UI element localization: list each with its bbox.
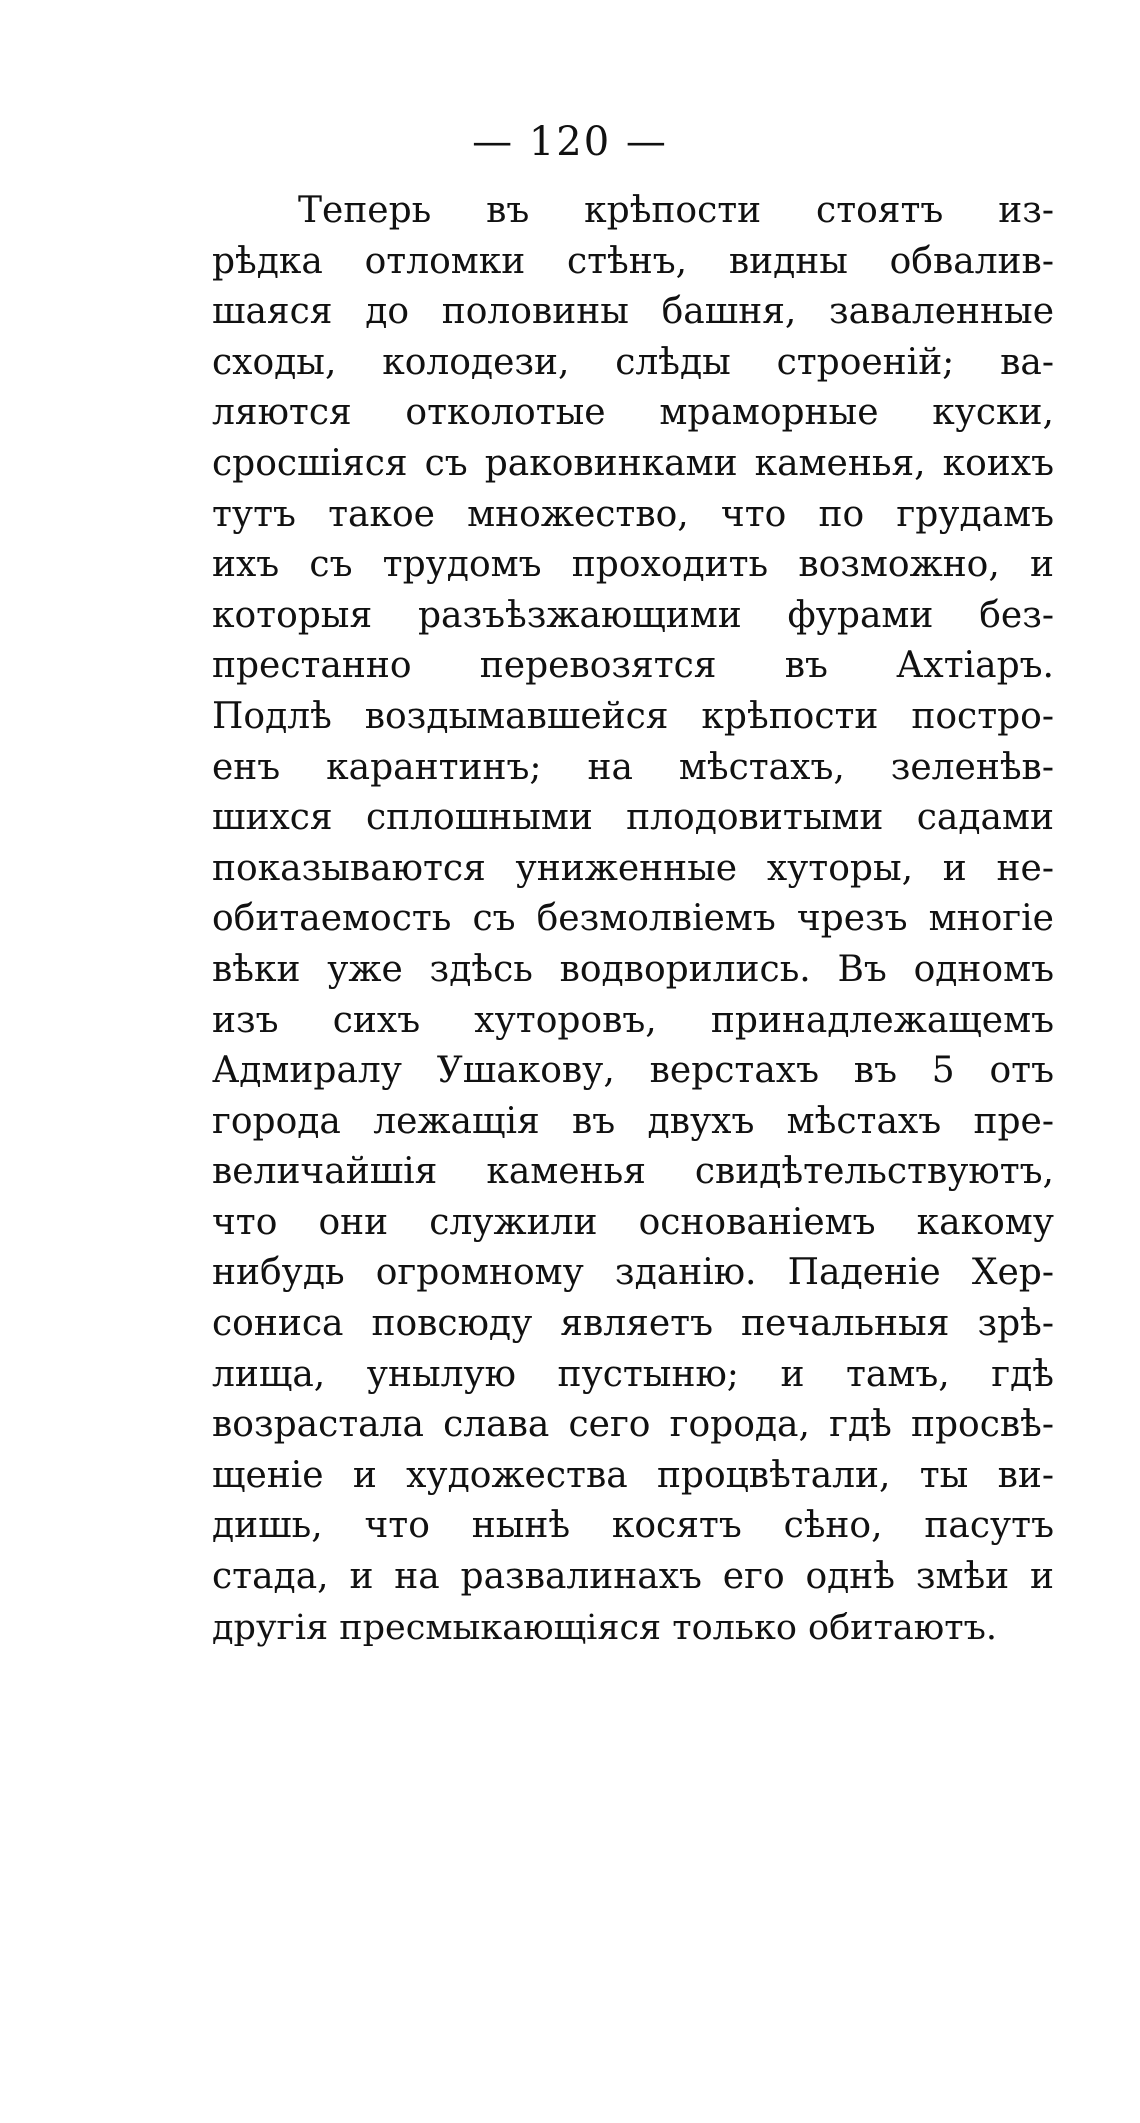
text-line: рѣдка отломки стѣнъ, видны обвалив- bbox=[212, 240, 1054, 282]
text-line-last: другія пресмыкающіяся только обитаютъ. bbox=[212, 1607, 997, 1648]
text-line: Теперь въ крѣпости стоятъ из- bbox=[298, 190, 1054, 231]
text-line: нибудь огромному зданію. Паденіе Хер- bbox=[212, 1252, 1054, 1294]
text-line: шихся сплошными плодовитыми садами bbox=[212, 797, 1054, 839]
text-line: сониса повсюду являетъ печальныя зрѣ- bbox=[212, 1303, 1054, 1345]
text-line: дишь, что нынѣ косятъ сѣно, пасутъ bbox=[212, 1505, 1054, 1547]
text-line: енъ карантинъ; на мѣстахъ, зеленѣв- bbox=[212, 746, 1054, 788]
text-line: престанно перевозятся въ Ахтіаръ. bbox=[212, 645, 1054, 687]
text-line: ляются отколотые мраморные куски, bbox=[212, 392, 1054, 434]
text-line: шаяся до половины башня, заваленные bbox=[212, 291, 1054, 333]
text-line: величайшія каменья свидѣтельствуютъ, bbox=[212, 1151, 1054, 1193]
text-line: щеніе и художества процвѣтали, ты ви- bbox=[212, 1454, 1054, 1496]
text-line: вѣки уже здѣсь водворились. Въ одномъ bbox=[212, 948, 1054, 990]
text-line: что они служили основаніемъ какому bbox=[212, 1201, 1054, 1243]
text-line: возрастала слава сего города, гдѣ просвѣ- bbox=[212, 1404, 1054, 1446]
text-line: лища, унылую пустыню; и тамъ, гдѣ bbox=[212, 1353, 1054, 1395]
text-line: города лежащія въ двухъ мѣстахъ пре- bbox=[212, 1100, 1054, 1142]
body-text bbox=[212, 186, 1054, 1653]
text-line: сросшіяся съ раковинками каменья, коихъ bbox=[212, 442, 1054, 484]
page-number: — 120 — bbox=[472, 119, 668, 165]
text-line: изъ сихъ хуторовъ, принадлежащемъ bbox=[212, 999, 1054, 1041]
text-line: стада, и на развалинахъ его однѣ змѣи и bbox=[212, 1556, 1054, 1598]
text-line: Подлѣ воздымавшейся крѣпости постро- bbox=[212, 695, 1054, 737]
text-line: ихъ съ трудомъ проходить возможно, и bbox=[212, 544, 1054, 586]
text-line: обитаемость съ безмолвіемъ чрезъ многіе bbox=[212, 898, 1054, 940]
text-line: Адмиралу Ушакову, верстахъ въ 5 отъ bbox=[212, 1050, 1054, 1092]
text-line: показываются униженные хуторы, и не- bbox=[212, 847, 1054, 889]
text-line: которыя разъѣзжающими фурами без- bbox=[212, 594, 1054, 636]
text-line: тутъ такое множество, что по грудамъ bbox=[212, 493, 1054, 535]
text-line: сходы, колодези, слѣды строеній; ва- bbox=[212, 341, 1054, 383]
